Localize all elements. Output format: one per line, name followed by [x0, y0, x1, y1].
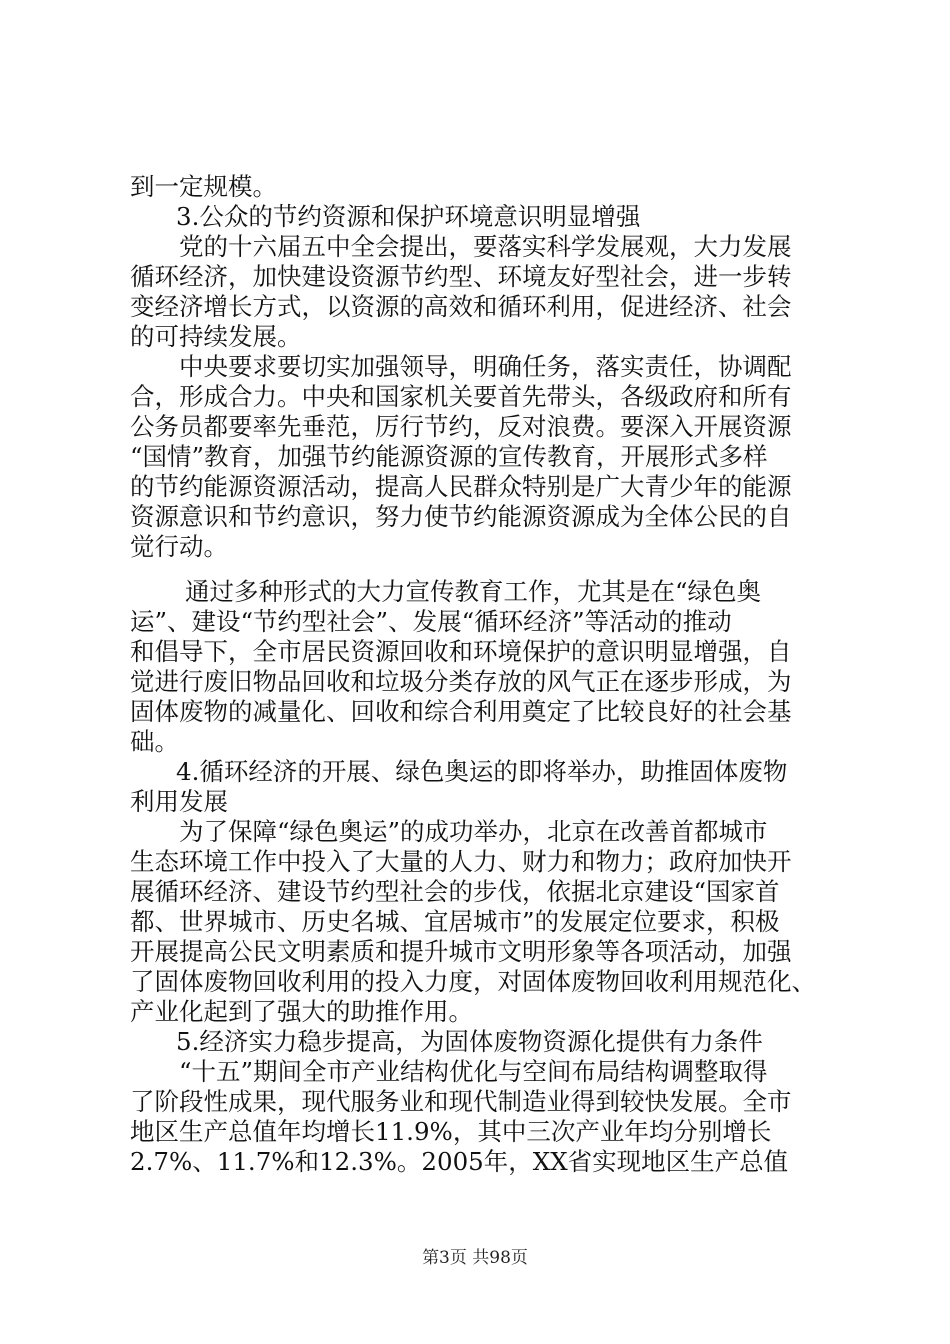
text-line: 中央要求要切实加强领导，明确任务，落实责任，协调配	[179, 352, 792, 381]
text-line: 都、世界城市、历史名城、宜居城市”的发展定位要求，积极	[130, 907, 780, 936]
text-line: 开展提高公民文明素质和提升城市文明形象等各项活动，加强	[130, 937, 792, 966]
text-line: 展循环经济、建设节约型社会的步伐，依据北京建设“国家首	[130, 877, 780, 906]
text-line: 运”、建设“节约型社会”、发展“循环经济”等活动的推动	[130, 607, 732, 636]
text-line: 党的十六届五中全会提出，要落实科学发展观，大力发展	[179, 232, 792, 261]
text-line: 变经济增长方式，以资源的高效和循环利用，促进经济、社会	[130, 292, 792, 321]
section-heading: 4.循环经济的开展、绿色奥运的即将举办，助推固体废物	[176, 757, 788, 786]
text-line: 合，形成合力。中央和国家机关要首先带头，各级政府和所有	[130, 382, 792, 411]
text-line: 了阶段性成果，现代服务业和现代制造业得到较快发展。全市	[130, 1087, 792, 1116]
text-line: 2.7%、11.7%和12.3%。2005年，XX省实现地区生产总值	[130, 1147, 789, 1176]
text-line: 的可持续发展。	[130, 322, 302, 351]
text-line: 固体废物的减量化、回收和综合利用奠定了比较良好的社会基	[130, 697, 792, 726]
text-line: 为了保障“绿色奥运”的成功举办，北京在改善首都城市	[179, 817, 768, 846]
text-line: 生态环境工作中投入了大量的人力、财力和物力；政府加快开	[130, 847, 792, 876]
text-line: 觉进行废旧物品回收和垃圾分类存放的风气正在逐步形成，为	[130, 667, 792, 696]
text-line: 和倡导下，全市居民资源回收和环境保护的意识明显增强，自	[130, 637, 792, 666]
section-heading: 利用发展	[130, 787, 228, 816]
text-line: 通过多种形式的大力宣传教育工作，尤其是在“绿色奥	[185, 577, 762, 606]
text-line: 到一定规模。	[130, 172, 277, 201]
text-line: 公务员都要率先垂范，厉行节约，反对浪费。要深入开展资源	[130, 412, 792, 441]
text-line: 资源意识和节约意识，努力使节约能源资源成为全体公民的自	[130, 502, 792, 531]
text-line: 觉行动。	[130, 532, 228, 561]
text-line: 的节约能源资源活动，提高人民群众特别是广大青少年的能源	[130, 472, 792, 501]
text-line: 循环经济，加快建设资源节约型、环境友好型社会，进一步转	[130, 262, 792, 291]
text-line: “国情”教育，加强节约能源资源的宣传教育，开展形式多样	[130, 442, 768, 471]
section-heading: 5.经济实力稳步提高，为固体废物资源化提供有力条件	[176, 1027, 763, 1056]
page-number-footer: 第3页 共98页	[422, 1248, 528, 1268]
text-line: 础。	[130, 727, 179, 756]
text-line: 产业化起到了强大的助推作用。	[130, 997, 473, 1026]
text-line: 了固体废物回收利用的投入力度，对固体废物回收利用规范化、	[130, 967, 816, 996]
section-heading: 3.公众的节约资源和保护环境意识明显增强	[176, 202, 641, 231]
text-line: 地区生产总值年均增长11.9%，其中三次产业年均分别增长	[130, 1117, 772, 1146]
text-line: “十五”期间全市产业结构优化与空间布局结构调整取得	[179, 1057, 768, 1086]
